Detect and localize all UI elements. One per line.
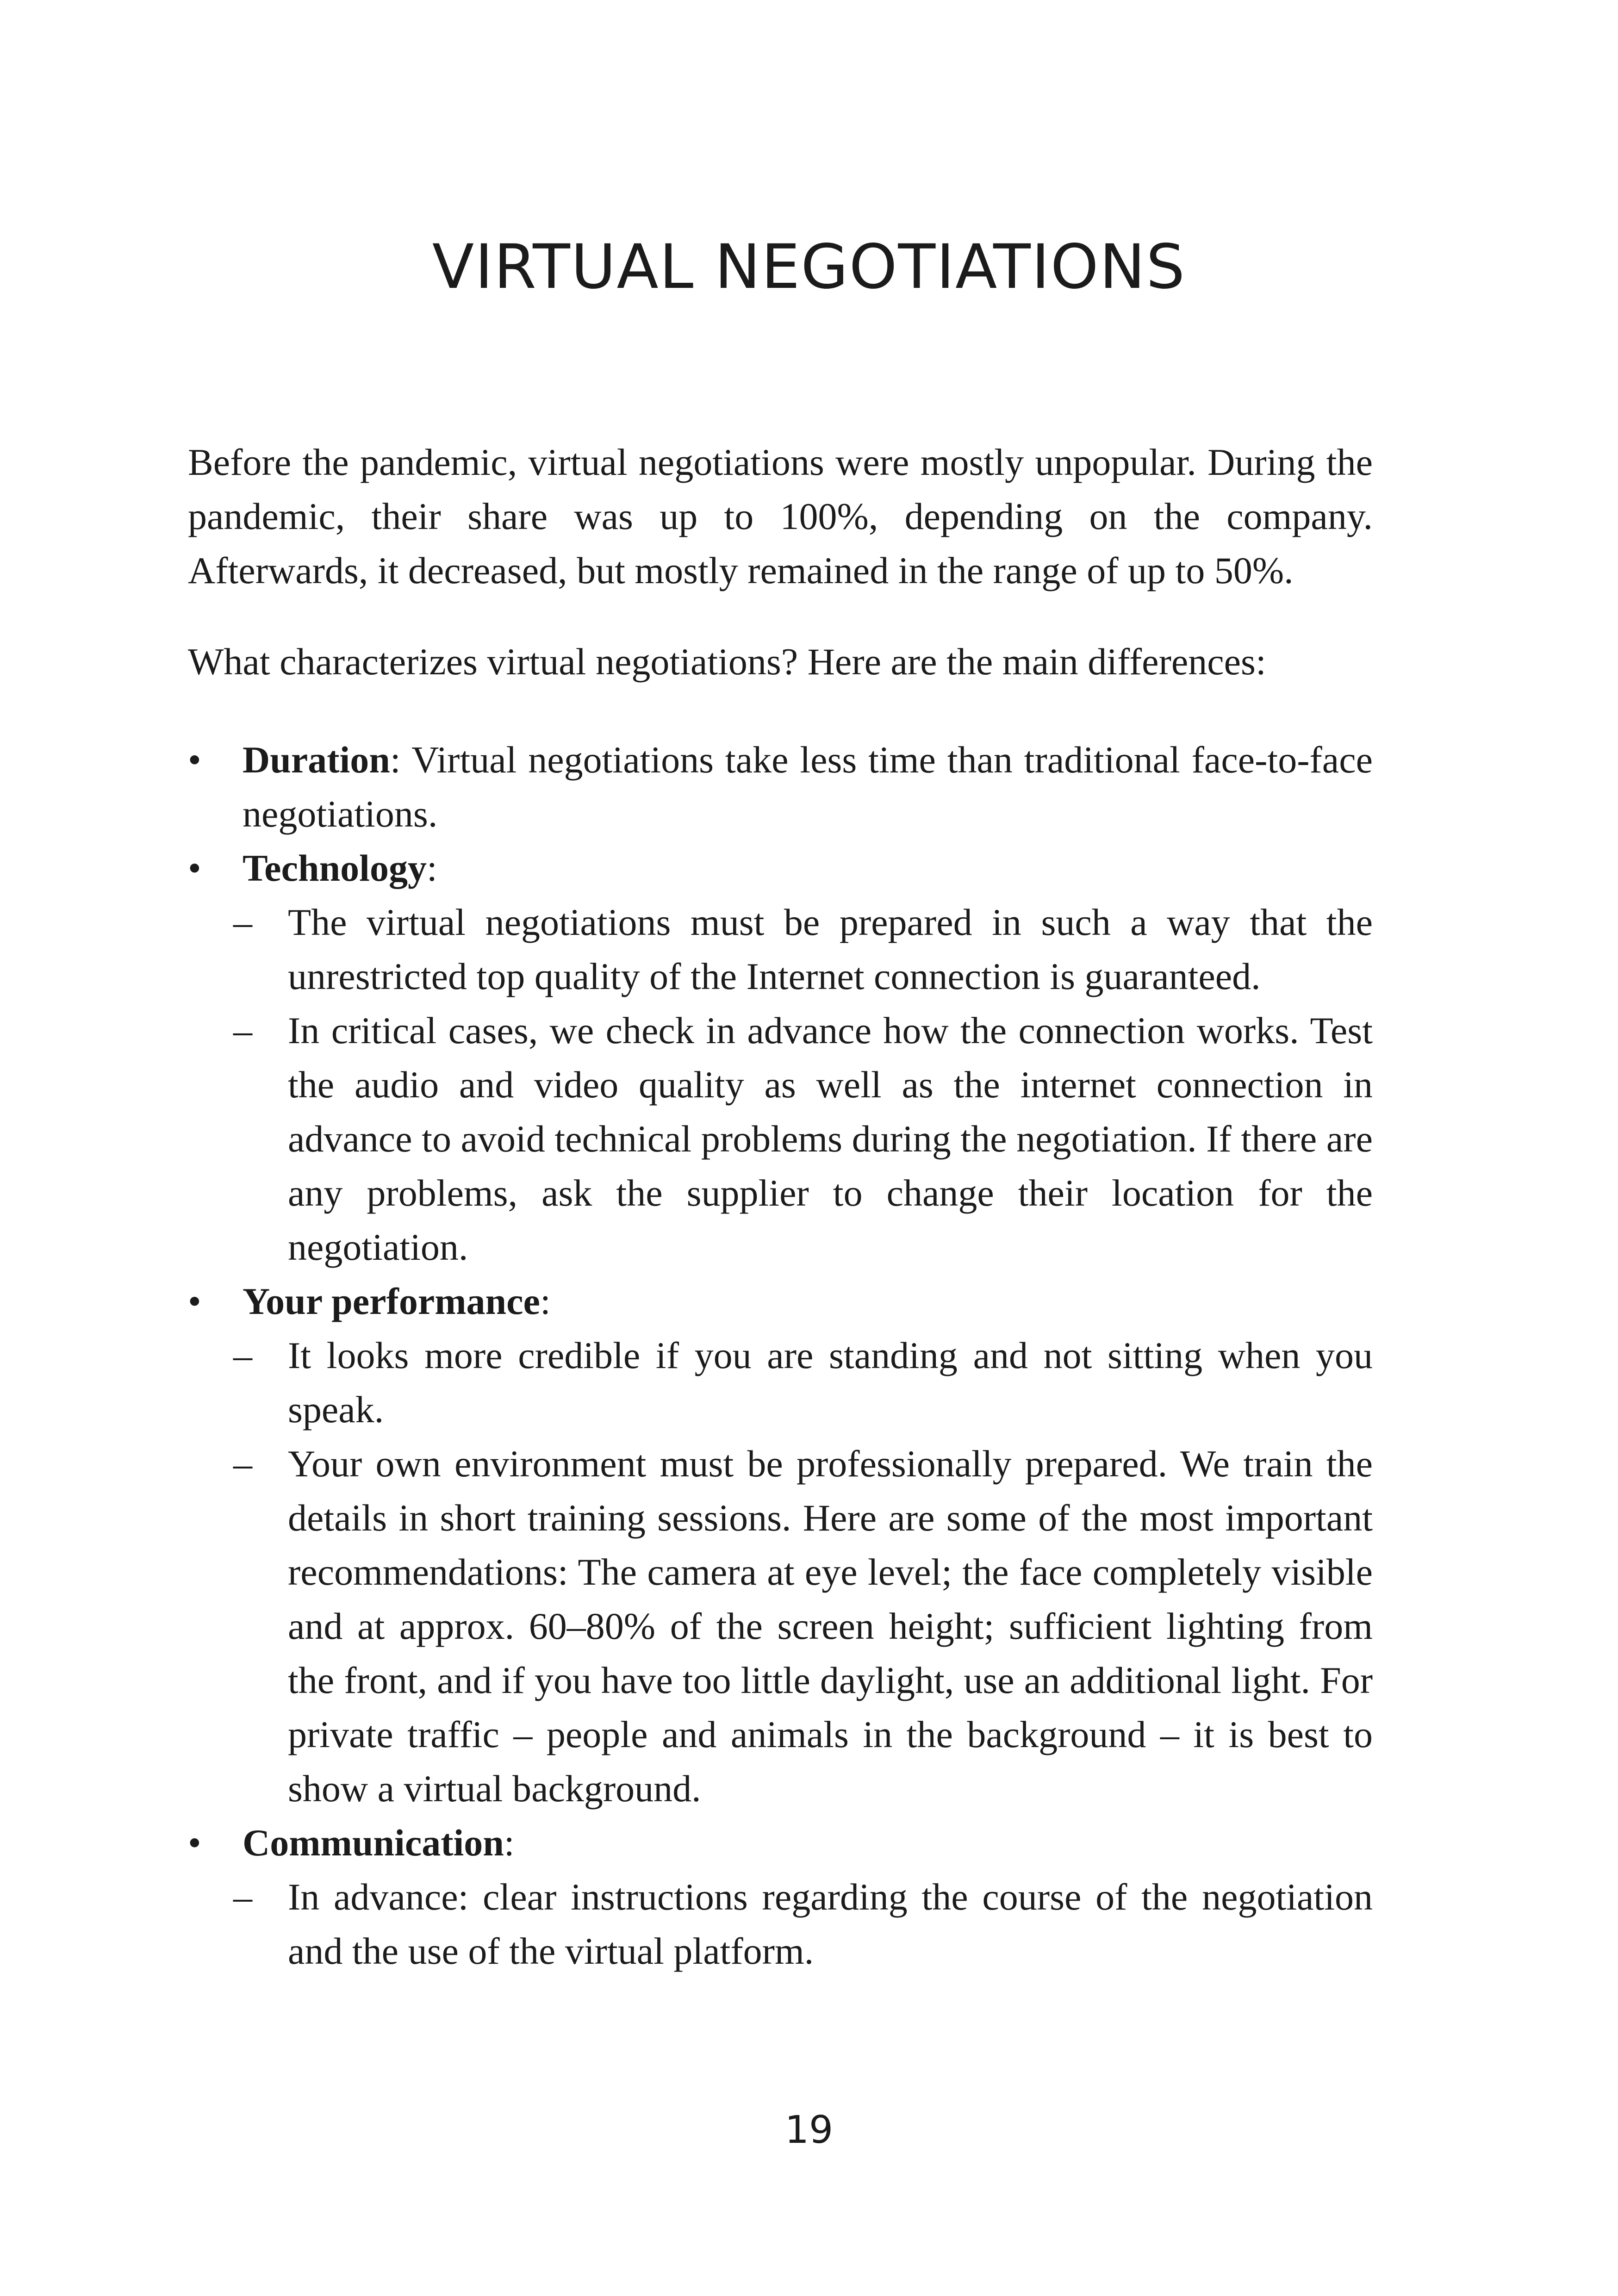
sub-list bbox=[233, 1870, 1373, 1978]
bullet-text: : bbox=[426, 847, 437, 889]
differences-list bbox=[188, 733, 1373, 1978]
page-number: 19 bbox=[784, 2108, 834, 2152]
sub-list bbox=[233, 1328, 1373, 1816]
body-text bbox=[188, 435, 1373, 1978]
bullet-term: Communication bbox=[243, 1822, 504, 1864]
sub-list-item: – In critical cases, we check in advance how the connection works. Test the audio and video quality as well as the internet connection in advance to avoid technical problems during the negotiation. If there are any problems, ask the supplier to change their location for the negotiation. bbox=[233, 1003, 1373, 1274]
list-item-technology bbox=[188, 841, 1373, 1274]
sub-list-item: – In advance: clear instructions regarding the course of the negotiation and the use of the virtual platform. bbox=[233, 1870, 1373, 1978]
list-item-performance bbox=[188, 1274, 1373, 1816]
bullet-text: : bbox=[540, 1280, 551, 1322]
sub-list-item: – Your own environment must be professionally prepared. We train the details in short training sessions. Here are some of the most important recommendations: The camera at eye level; the face completely visible and at approx. 60–80% of the screen height; sufficient lighting from the front, and if you have too little daylight, use an additional light. For private traffic – people and animals in the background – it is best to show a virtual background. bbox=[233, 1437, 1373, 1816]
bullet-text: : Virtual negotiations take less time than traditional face-to-face negotiations. bbox=[243, 739, 1373, 835]
bullet-term: Duration bbox=[243, 739, 390, 781]
question-paragraph: What characterizes virtual negotiations? Here are the main differences: bbox=[188, 641, 1266, 683]
sub-list-item: – The virtual negotiations must be prepared in such a way that the unrestricted top quality of the Internet connection is guaranteed. bbox=[233, 895, 1373, 1003]
bullet-term: Your performance bbox=[243, 1280, 540, 1322]
sub-list-item: – It looks more credible if you are standing and not sitting when you speak. bbox=[233, 1328, 1373, 1437]
list-item-communication bbox=[188, 1816, 1373, 1978]
page-title: VIRTUAL NEGOTIATIONS bbox=[432, 231, 1186, 303]
sub-list bbox=[233, 895, 1373, 1274]
list-item-duration bbox=[188, 733, 1373, 841]
intro-paragraph: Before the pandemic, virtual negotiations were mostly unpopular. During the pandemic, their share was up to 100%, depending on the company. Afterwards, it decreased, but mostly remained in the range of up to 50%. bbox=[188, 441, 1373, 591]
bullet-text: : bbox=[504, 1822, 515, 1864]
bullet-term: Technology bbox=[243, 847, 427, 889]
